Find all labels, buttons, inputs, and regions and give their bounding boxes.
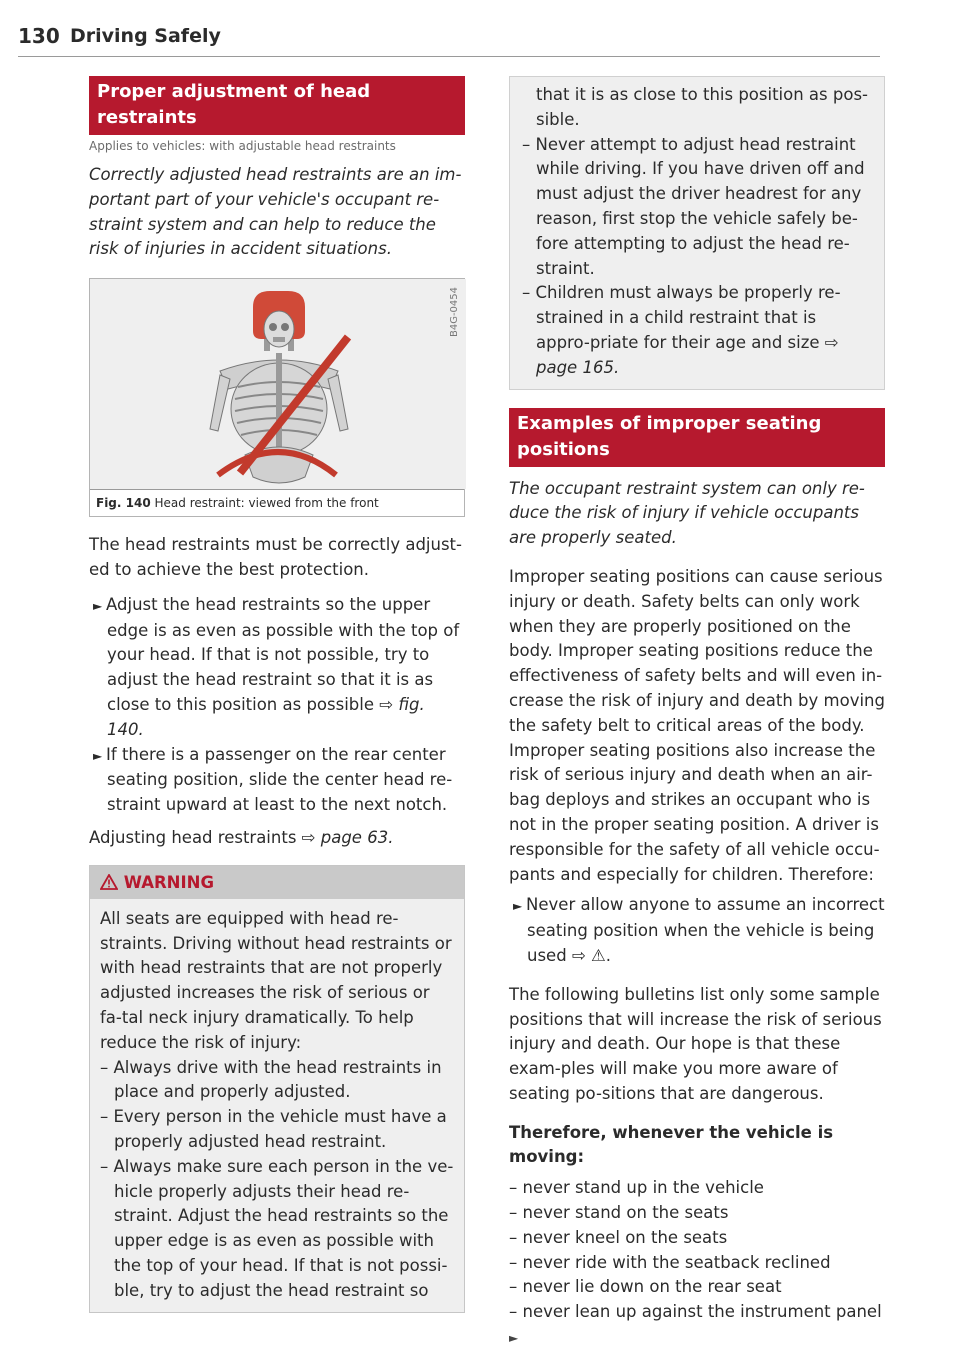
figure-code: B4G-0454 — [449, 287, 460, 338]
bullet-arrow-icon: ► — [93, 748, 107, 763]
warning-item-text: – Children must always be properly re-strained in a child restraint that is appro-priate for their age and size — [522, 283, 841, 352]
warning-continuation-box — [509, 76, 885, 390]
adjusting-text: Adjusting head restraints — [89, 827, 297, 847]
warning-title: WARNING — [123, 872, 214, 892]
bullet-adjust-upper-edge — [89, 593, 465, 743]
warning-item: – Always make sure each person in the ve-hicle properly adjusts their head re-straint. Adjust the head restraints so the upper edge is as even as possible with the top of your head. If that is not possi-ble, try to adjust the head restraint so — [100, 1156, 454, 1300]
page-header — [18, 22, 880, 57]
warning-header — [90, 866, 464, 899]
paragraph-adjusting-head-restraints — [89, 826, 465, 851]
bullet-never-allow-text: Never allow anyone to assume an incorrect seating position when the vehicle is being used — [526, 895, 885, 965]
bullet-rear-center — [89, 743, 465, 818]
never-list — [509, 1176, 885, 1351]
applies-to-note: Applies to vehicles: with adjustable head restraints — [89, 139, 396, 153]
warning-box — [89, 865, 465, 1313]
figure-label: Fig. 140 — [96, 496, 151, 511]
figure-caption-text: Head restraint: viewed from the front — [154, 496, 379, 511]
fig-reference-link[interactable]: ⇨ fig. 140. — [107, 694, 425, 739]
bullet-adjust-text: Adjust the head restraints so the upper edge is as even as possible with the top of your head. If that is not possible, try to adjust the head restraint so that it is as close to this position as possible — [106, 594, 460, 714]
paragraph-bulletins: The following bulletins list only some sample positions that will increase the risk of serious injury and death. Our hope is that these exam-ples will make you more aware of seating po-sitions that are dangerous. — [509, 984, 882, 1103]
warning-item — [522, 281, 872, 380]
intro-text: Correctly adjusted head restraints are an im-portant part of your vehicle's occupant re-straint system and can help to reduce the risk of injuries in accident situations. — [89, 165, 462, 259]
left-column — [89, 76, 465, 1313]
warning-item: – Every person in the vehicle must have a properly adjusted head restraint. — [100, 1107, 447, 1151]
warning-item: – Never attempt to adjust head restraint while driving. If you have driven off and must adjust the driver headrest for any reason, first stop the vehicle safely be-fore attempting to adjust the head re-straint. — [522, 134, 865, 278]
intro-text: The occupant restraint system can only re-duce the risk of injury if vehicle occupants are properly seated. — [509, 478, 865, 548]
figure-140 — [89, 278, 465, 517]
skeleton-seatbelt-icon — [90, 279, 466, 489]
list-item: – never ride with the seatback reclined — [509, 1252, 831, 1272]
bullet-arrow-icon: ► — [513, 899, 527, 914]
bullet-never-allow — [509, 893, 885, 968]
list-item: – never stand up in the vehicle — [509, 1178, 764, 1198]
subheading-whenever-moving: Therefore, whenever the vehicle is moving: — [509, 1122, 834, 1167]
right-column — [509, 76, 885, 1351]
page-number: 130 — [18, 24, 60, 48]
section-heading-head-restraints: Proper adjustment of head restraints — [89, 76, 465, 135]
page-reference-link[interactable]: ⇨ page 63. — [301, 827, 394, 847]
paragraph-correct-adjustment: The head restraints must be correctly adjust-ed to achieve the best protection. — [89, 535, 462, 579]
section-heading-improper-seating: Examples of improper seating positions — [509, 408, 885, 467]
list-item: – never lie down on the rear seat — [509, 1277, 782, 1297]
warning-item: – Always drive with the head restraints in place and properly adjusted. — [100, 1057, 442, 1102]
list-item-text: – never lean up against the instrument panel — [509, 1302, 882, 1322]
warning-text: All seats are equipped with head re-straints. Driving without head restraints or with head restraints that are not properly adjusted increases the risk of serious or fa-tal neck injury dramatically. To help reduce the risk of injury: — [100, 908, 452, 1052]
list-item — [509, 1300, 885, 1351]
page-reference-link[interactable]: ⇨ page 165. — [536, 332, 839, 377]
list-item: – never stand on the seats — [509, 1203, 729, 1223]
section-title: Driving Safely — [70, 25, 221, 47]
paragraph-improper-seating: Improper seating positions can cause serious injury or death. Safety belts can only work when they are properly positioned on the body. Improper seating positions reduce the effectiveness of safety belts and will even in-crease the risk of injury and death by moving the safety belt to critical areas of the body. Improper seating positions also increase the risk of serious injury and death when an air-bag deploys and strikes an occupant who is not in the proper seating position. A driver is responsible for the safety of all vehicle occu-pants and especially for children. Therefore: — [509, 566, 885, 884]
warning-body — [90, 899, 464, 1312]
figure-caption — [90, 490, 464, 516]
warning-triangle-icon — [100, 874, 118, 890]
continue-arrow-icon: ► — [509, 1331, 519, 1346]
bullet-rear-center-text: If there is a passenger on the rear center seating position, slide the center head re-straint upward at least to the next notch. — [106, 744, 453, 815]
head-restraint-illustration — [90, 279, 464, 490]
bullet-arrow-icon: ► — [93, 598, 107, 613]
warning-reference-link[interactable]: ⇨ ⚠. — [571, 945, 612, 965]
list-item: – never kneel on the seats — [509, 1227, 728, 1247]
warning-continuation-text: that it is as close to this position as pos-sible. — [536, 85, 869, 129]
